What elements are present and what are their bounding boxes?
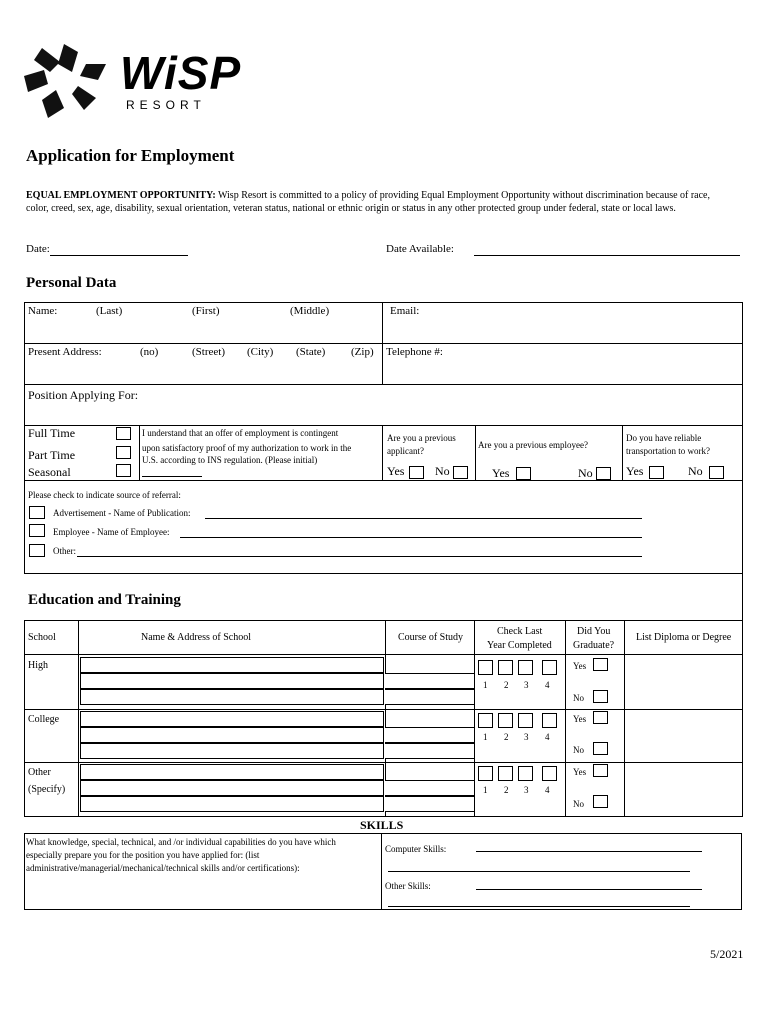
brand-subtitle: RESORT xyxy=(126,98,206,112)
college-grad-no-label: No xyxy=(573,745,584,755)
transport-line2: transportation to work? xyxy=(626,446,710,456)
full-time-label: Full Time xyxy=(28,426,76,440)
referral-label: Please check to indicate source of referral: xyxy=(28,490,181,500)
computer-skills-field-1[interactable] xyxy=(476,851,702,852)
zip-label: (Zip) xyxy=(351,346,374,358)
high-school-field-2[interactable] xyxy=(80,673,384,689)
email-label: Email: xyxy=(390,305,420,317)
high-school-field-1[interactable] xyxy=(80,657,384,673)
transport-yes-checkbox[interactable] xyxy=(649,466,664,479)
high-year-1-checkbox[interactable] xyxy=(478,660,493,675)
understand-line3: U.S. according to INS regulation. (Please initial) xyxy=(142,455,318,465)
skills-desc-line3: administrative/managerial/mechanical/technical skills and/or certifications): xyxy=(26,863,300,873)
college-year-2-checkbox[interactable] xyxy=(498,713,513,728)
computer-skills-field-2[interactable] xyxy=(388,871,690,872)
other-skills-label: Other Skills: xyxy=(385,881,431,891)
wisp-snowflake-logo-icon xyxy=(20,42,116,120)
city-label: (City) xyxy=(247,346,274,358)
education-heading: Education and Training xyxy=(28,592,181,608)
other-specify-label: (Specify) xyxy=(28,784,66,795)
date-field[interactable] xyxy=(50,255,188,256)
other-year-1-label: 1 xyxy=(483,785,488,795)
other-year-2-checkbox[interactable] xyxy=(498,766,513,781)
high-year-3-checkbox[interactable] xyxy=(518,660,533,675)
part-time-label: Part Time xyxy=(28,448,76,462)
high-year-2-label: 2 xyxy=(504,680,509,690)
high-school-label: High xyxy=(28,660,48,671)
college-grad-yes-label: Yes xyxy=(573,714,587,724)
college-year-3-label: 3 xyxy=(524,732,529,742)
employee-checkbox[interactable] xyxy=(29,524,45,537)
middle-name-label: (Middle) xyxy=(290,305,330,317)
street-label: (Street) xyxy=(192,346,225,358)
prev-employee-no-checkbox[interactable] xyxy=(596,467,611,480)
eeo-statement xyxy=(26,190,756,201)
telephone-label: Telephone #: xyxy=(386,346,443,358)
transport-yes-label: Yes xyxy=(626,464,644,478)
prev-employee-label: Are you a previous employee? xyxy=(478,440,588,450)
eeo-label: EQUAL EMPLOYMENT OPPORTUNITY: xyxy=(26,190,216,201)
college-course-field-2[interactable] xyxy=(385,743,474,759)
page-title: Application for Employment xyxy=(26,146,235,165)
college-field-1[interactable] xyxy=(80,711,384,727)
high-year-3-label: 3 xyxy=(524,680,529,690)
employee-name-field[interactable] xyxy=(180,537,642,538)
publication-field[interactable] xyxy=(205,518,642,519)
other-year-1-checkbox[interactable] xyxy=(478,766,493,781)
computer-skills-label: Computer Skills: xyxy=(385,844,447,854)
other-skills-field-2[interactable] xyxy=(388,906,690,907)
date-available-label: Date Available: xyxy=(386,243,454,255)
understand-line2: upon satisfactory proof of my authorization to work in the xyxy=(142,443,352,453)
full-time-checkbox[interactable] xyxy=(116,427,131,440)
other-course-field-2[interactable] xyxy=(385,796,474,812)
position-label: Position Applying For: xyxy=(28,388,139,402)
other-referral-label: Other: xyxy=(53,546,76,556)
check-last-header-line2: Year Completed xyxy=(487,640,552,651)
seasonal-label: Seasonal xyxy=(28,465,71,479)
other-school-field-1[interactable] xyxy=(80,764,384,780)
college-field-2[interactable] xyxy=(80,727,384,743)
prev-applicant-no-checkbox[interactable] xyxy=(453,466,468,479)
college-year-1-label: 1 xyxy=(483,732,488,742)
college-grad-yes-checkbox[interactable] xyxy=(593,711,608,724)
high-year-2-checkbox[interactable] xyxy=(498,660,513,675)
diploma-header: List Diploma or Degree xyxy=(636,632,732,643)
prev-applicant-yes-label: Yes xyxy=(387,464,405,478)
initial-field[interactable] xyxy=(142,476,202,477)
school-header: School xyxy=(28,632,56,643)
college-label: College xyxy=(28,714,60,725)
skills-heading: SKILLS xyxy=(360,818,404,832)
other-skills-field-1[interactable] xyxy=(476,889,702,890)
address-no-label: (no) xyxy=(140,346,159,358)
college-year-3-checkbox[interactable] xyxy=(518,713,533,728)
revision-date: 5/2021 xyxy=(710,947,744,961)
high-year-1-label: 1 xyxy=(483,680,488,690)
prev-applicant-line2: applicant? xyxy=(387,446,424,456)
other-grad-no-label: No xyxy=(573,799,584,809)
other-year-4-checkbox[interactable] xyxy=(542,766,557,781)
college-course-field-1[interactable] xyxy=(385,727,474,743)
skills-desc-line2: especially prepare you for the position you have applied for: (list xyxy=(26,850,260,860)
other-year-4-label: 4 xyxy=(545,785,550,795)
skills-desc-line1: What knowledge, special, technical, and /or individual capabilities do you have which xyxy=(26,837,336,847)
college-year-4-label: 4 xyxy=(545,732,550,742)
date-label: Date: xyxy=(26,243,50,255)
other-year-3-checkbox[interactable] xyxy=(518,766,533,781)
other-grad-no-checkbox[interactable] xyxy=(593,795,608,808)
high-year-4-label: 4 xyxy=(545,680,550,690)
transport-line1: Do you have reliable xyxy=(626,433,702,443)
understand-line1: I understand that an offer of employment is contingent xyxy=(142,428,339,438)
personal-data-heading: Personal Data xyxy=(26,275,117,291)
high-grad-no-label: No xyxy=(573,693,584,703)
prev-employee-yes-checkbox[interactable] xyxy=(516,467,531,480)
college-field-3[interactable] xyxy=(80,743,384,759)
other-referral-checkbox[interactable] xyxy=(29,544,45,557)
course-header: Course of Study xyxy=(398,632,463,643)
high-grad-no-checkbox[interactable] xyxy=(593,690,608,703)
other-school-field-2[interactable] xyxy=(80,780,384,796)
college-year-1-checkbox[interactable] xyxy=(478,713,493,728)
check-last-header-line1: Check Last xyxy=(497,626,543,637)
prev-applicant-line1: Are you a previous xyxy=(387,433,456,443)
prev-applicant-yes-checkbox[interactable] xyxy=(409,466,424,479)
other-grad-yes-checkbox[interactable] xyxy=(593,764,608,777)
other-grad-yes-label: Yes xyxy=(573,767,587,777)
high-grad-yes-label: Yes xyxy=(573,661,587,671)
name-label: Name: xyxy=(28,305,58,317)
did-you-header-line2: Graduate? xyxy=(573,640,615,651)
first-name-label: (First) xyxy=(192,305,220,317)
college-year-2-label: 2 xyxy=(504,732,509,742)
eeo-text-line2: color, creed, sex, age, disability, sexual orientation, veteran status, national or ethnic origin or status in any other protected group under federal, state or local laws. xyxy=(26,203,676,214)
name-address-header: Name & Address of School xyxy=(141,632,251,643)
state-label: (State) xyxy=(296,346,326,358)
transport-no-checkbox[interactable] xyxy=(709,466,724,479)
college-grad-no-checkbox[interactable] xyxy=(593,742,608,755)
prev-applicant-no-label: No xyxy=(435,464,450,478)
other-referral-field[interactable] xyxy=(77,556,642,557)
high-course-field-1[interactable] xyxy=(385,673,474,689)
high-course-field-2[interactable] xyxy=(385,689,474,705)
high-year-4-checkbox[interactable] xyxy=(542,660,557,675)
prev-employee-yes-label: Yes xyxy=(492,466,510,480)
did-you-header-line1: Did You xyxy=(577,626,611,637)
brand-name: WiSP xyxy=(120,47,242,99)
last-name-label: (Last) xyxy=(96,305,123,317)
transport-no-label: No xyxy=(688,464,703,478)
advertisement-checkbox[interactable] xyxy=(29,506,45,519)
other-school-label: Other xyxy=(28,767,51,778)
other-year-3-label: 3 xyxy=(524,785,529,795)
eeo-text-line1: Wisp Resort is committed to a policy of providing Equal Employment Opportunity without discrimination because of race, xyxy=(215,190,710,201)
prev-employee-no-label: No xyxy=(578,466,593,480)
other-school-field-3[interactable] xyxy=(80,796,384,812)
high-school-field-3[interactable] xyxy=(80,689,384,705)
present-address-label: Present Address: xyxy=(28,346,102,358)
date-available-field[interactable] xyxy=(474,255,740,256)
part-time-checkbox[interactable] xyxy=(116,446,131,459)
other-year-2-label: 2 xyxy=(504,785,509,795)
other-course-field-1[interactable] xyxy=(385,780,474,796)
high-grad-yes-checkbox[interactable] xyxy=(593,658,608,671)
seasonal-checkbox[interactable] xyxy=(116,464,131,477)
advertisement-label: Advertisement - Name of Publication: xyxy=(53,508,191,518)
employee-label: Employee - Name of Employee: xyxy=(53,527,170,537)
college-year-4-checkbox[interactable] xyxy=(542,713,557,728)
